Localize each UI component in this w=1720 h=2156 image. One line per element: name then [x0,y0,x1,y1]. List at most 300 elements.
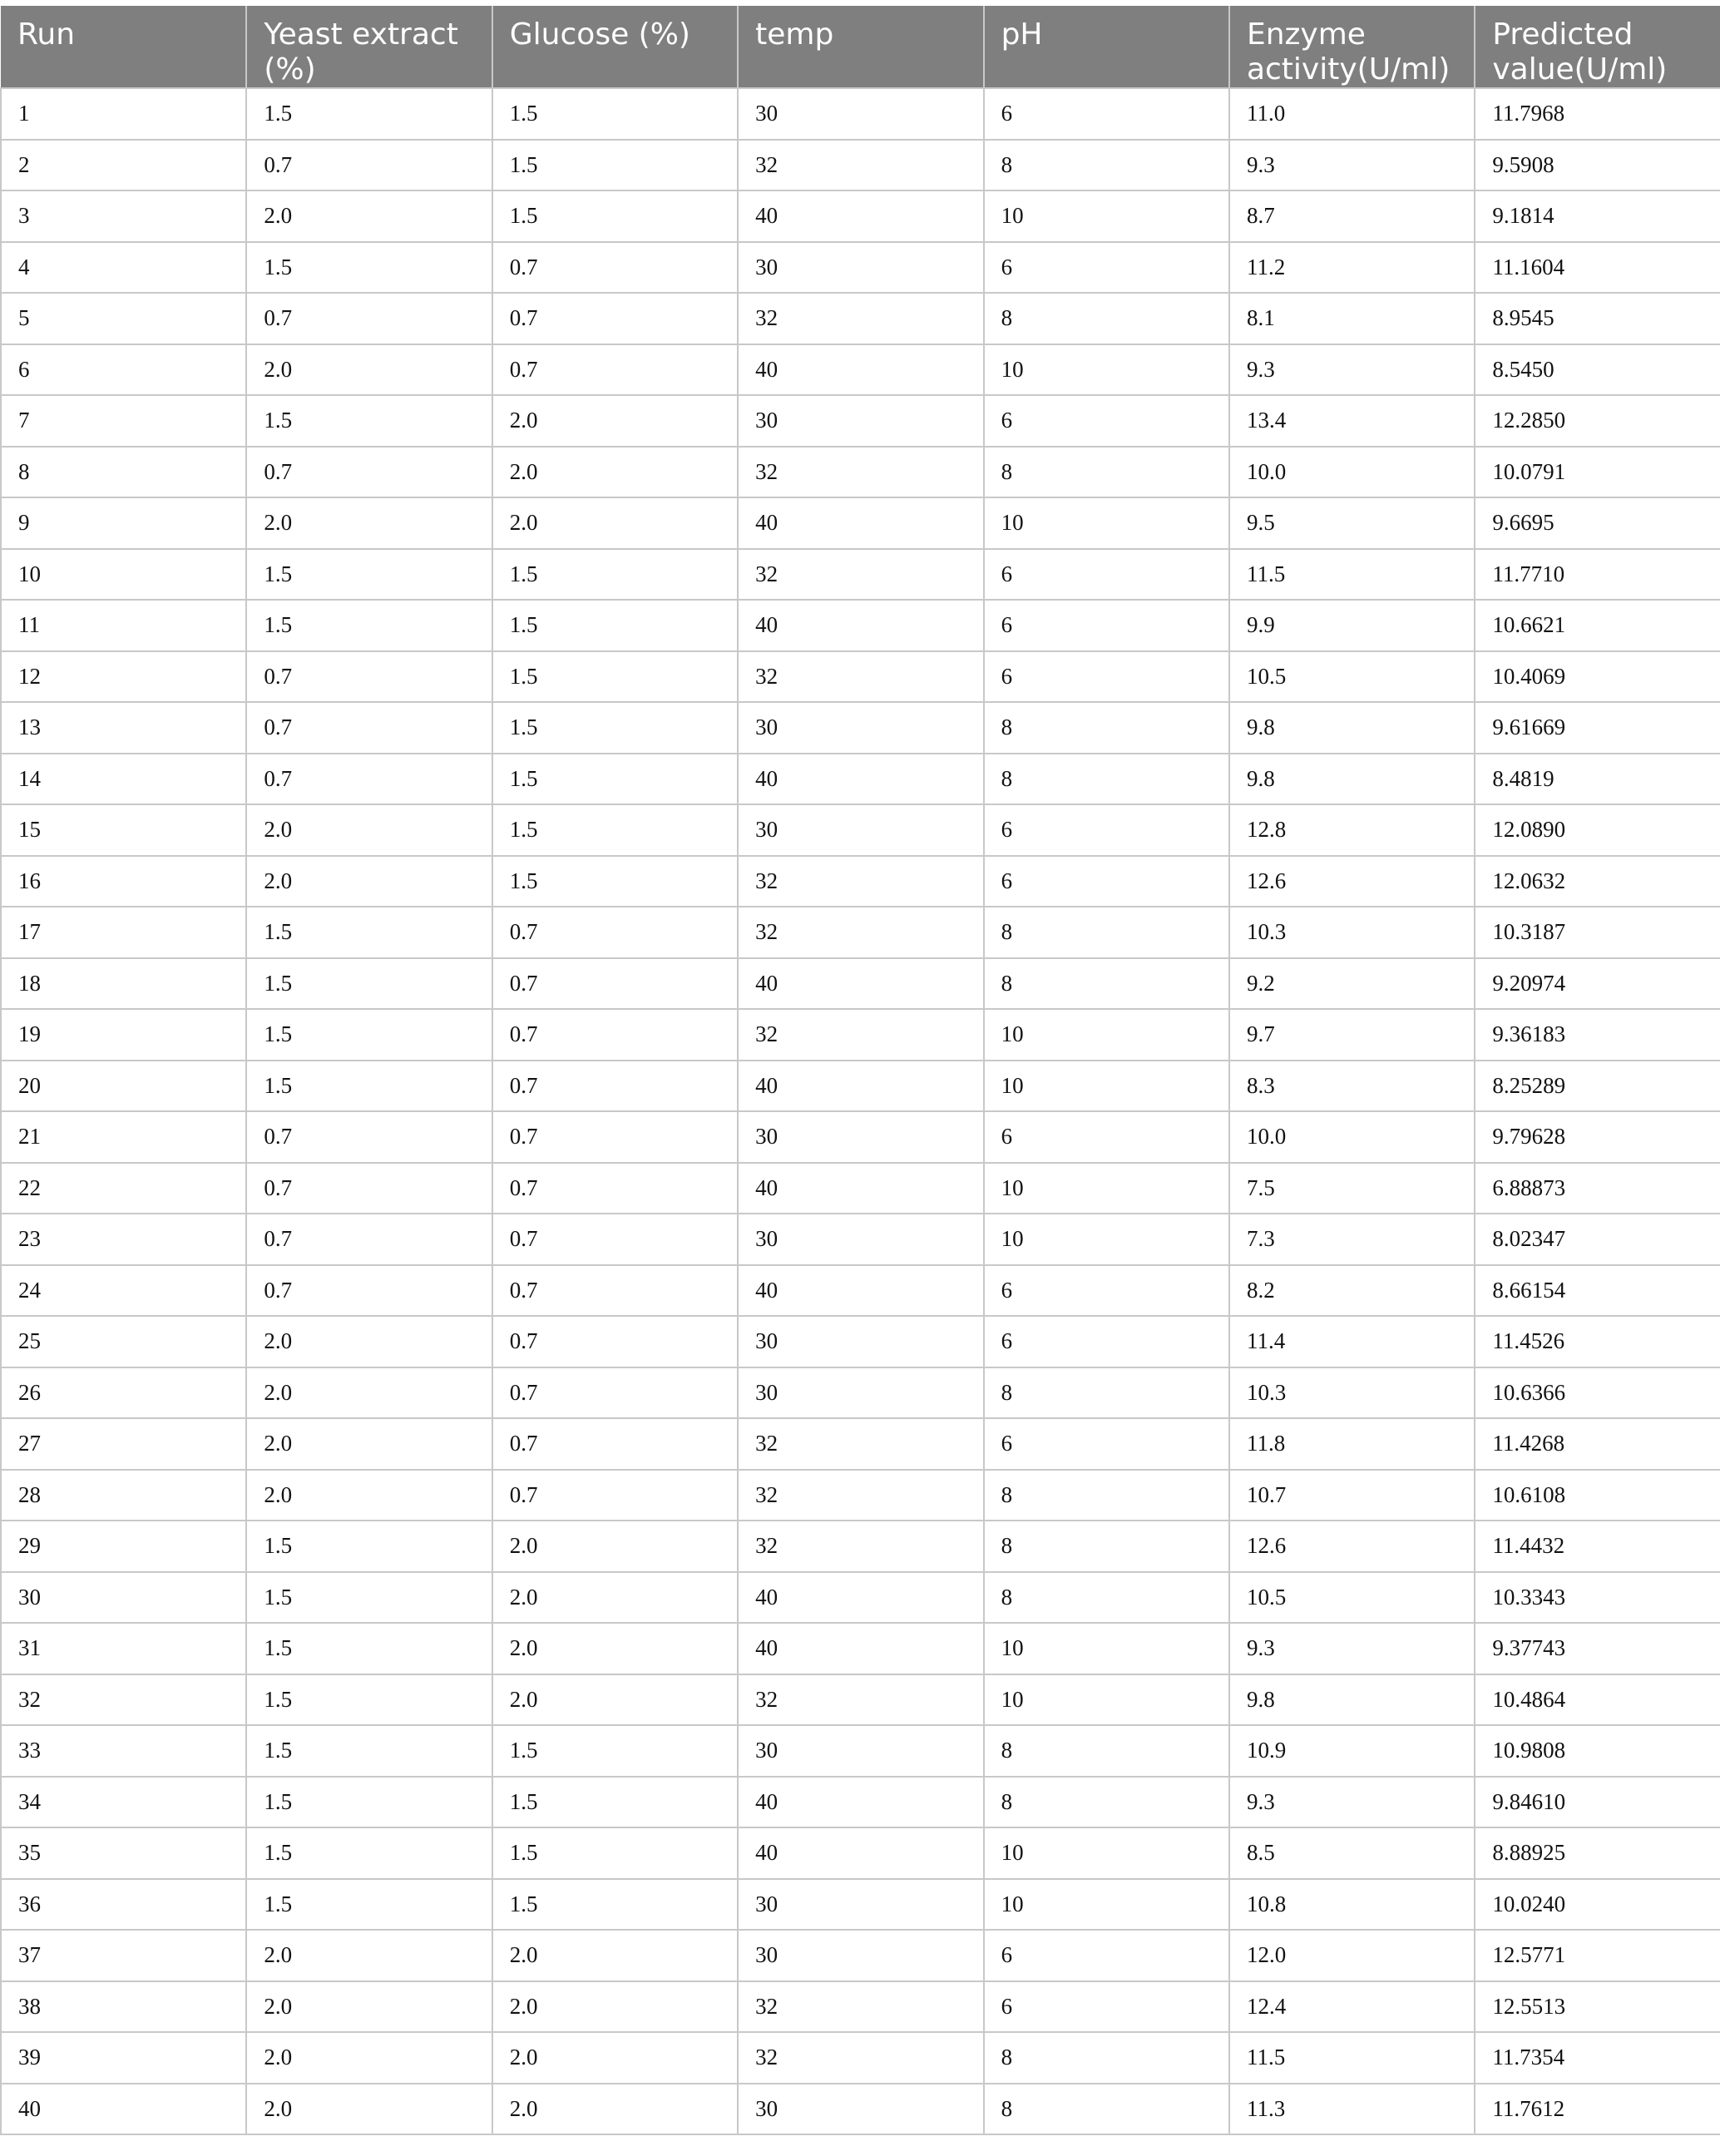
cell-ph: 6 [984,88,1229,140]
cell-predicted-value: 8.25289 [1475,1061,1720,1112]
table-row [1,600,1720,651]
cell-run: 31 [1,1623,246,1674]
cell-glucose: 0.7 [492,293,738,344]
header-glucose: Glucose (%) [492,6,738,88]
cell-temp: 32 [738,907,983,958]
cell-enzyme-activity: 9.3 [1229,1777,1475,1828]
cell-temp: 32 [738,1674,983,1726]
cell-glucose: 1.5 [492,856,738,907]
cell-ph: 10 [984,190,1229,242]
cell-glucose: 1.5 [492,651,738,703]
header-yeast-extract: Yeast extract (%) [246,6,492,88]
cell-temp: 40 [738,1061,983,1112]
cell-enzyme-activity: 10.3 [1229,907,1475,958]
cell-yeast-extract: 0.7 [246,1111,492,1163]
cell-temp: 40 [738,497,983,549]
cell-run: 9 [1,497,246,549]
cell-ph: 10 [984,1827,1229,1879]
cell-temp: 30 [738,2084,983,2135]
data-table [0,6,1720,2135]
cell-enzyme-activity: 12.6 [1229,856,1475,907]
cell-temp: 30 [738,1111,983,1163]
header-enzyme-activity: Enzyme activity(U/ml) [1229,6,1475,88]
cell-ph: 6 [984,1111,1229,1163]
header-ph: pH [984,6,1229,88]
cell-temp: 30 [738,804,983,856]
cell-ph: 8 [984,1572,1229,1624]
cell-ph: 8 [984,2032,1229,2084]
cell-yeast-extract: 0.7 [246,1163,492,1214]
cell-predicted-value: 11.1604 [1475,242,1720,294]
cell-yeast-extract: 1.5 [246,242,492,294]
cell-run: 12 [1,651,246,703]
cell-enzyme-activity: 8.2 [1229,1265,1475,1317]
cell-temp: 32 [738,651,983,703]
cell-predicted-value: 10.3343 [1475,1572,1720,1624]
table-row [1,242,1720,294]
cell-run: 33 [1,1725,246,1777]
cell-run: 24 [1,1265,246,1317]
cell-yeast-extract: 0.7 [246,754,492,805]
cell-glucose: 1.5 [492,804,738,856]
table-row [1,1930,1720,1981]
cell-glucose: 1.5 [492,1827,738,1879]
cell-temp: 40 [738,1623,983,1674]
cell-run: 20 [1,1061,246,1112]
cell-enzyme-activity: 11.4 [1229,1316,1475,1367]
cell-glucose: 2.0 [492,1930,738,1981]
cell-temp: 30 [738,1316,983,1367]
table-row [1,1316,1720,1367]
cell-predicted-value: 9.6695 [1475,497,1720,549]
cell-yeast-extract: 0.7 [246,702,492,754]
cell-temp: 32 [738,856,983,907]
cell-temp: 40 [738,1572,983,1624]
cell-enzyme-activity: 10.0 [1229,447,1475,498]
cell-temp: 30 [738,88,983,140]
cell-ph: 6 [984,1265,1229,1317]
cell-ph: 6 [984,395,1229,447]
cell-predicted-value: 8.88925 [1475,1827,1720,1879]
cell-glucose: 2.0 [492,1623,738,1674]
cell-temp: 30 [738,1367,983,1419]
cell-ph: 10 [984,1623,1229,1674]
cell-run: 8 [1,447,246,498]
cell-run: 10 [1,549,246,601]
cell-run: 21 [1,1111,246,1163]
cell-predicted-value: 9.20974 [1475,958,1720,1010]
cell-yeast-extract: 1.5 [246,1521,492,1572]
cell-yeast-extract: 2.0 [246,497,492,549]
cell-predicted-value: 6.88873 [1475,1163,1720,1214]
cell-run: 7 [1,395,246,447]
cell-run: 17 [1,907,246,958]
cell-glucose: 0.7 [492,1265,738,1317]
cell-glucose: 2.0 [492,497,738,549]
cell-ph: 8 [984,1725,1229,1777]
cell-yeast-extract: 2.0 [246,1470,492,1521]
cell-run: 27 [1,1418,246,1470]
cell-predicted-value: 10.6366 [1475,1367,1720,1419]
table-row [1,1521,1720,1572]
cell-temp: 40 [738,1827,983,1879]
table-row [1,549,1720,601]
cell-temp: 32 [738,2032,983,2084]
cell-enzyme-activity: 10.5 [1229,651,1475,703]
cell-glucose: 0.7 [492,1061,738,1112]
cell-enzyme-activity: 12.8 [1229,804,1475,856]
cell-enzyme-activity: 10.5 [1229,1572,1475,1624]
cell-enzyme-activity: 9.3 [1229,344,1475,396]
cell-yeast-extract: 2.0 [246,344,492,396]
cell-predicted-value: 10.4864 [1475,1674,1720,1726]
cell-yeast-extract: 0.7 [246,293,492,344]
cell-run: 6 [1,344,246,396]
table-row [1,907,1720,958]
cell-ph: 6 [984,1981,1229,2033]
table-row [1,344,1720,396]
cell-ph: 8 [984,1521,1229,1572]
header-predicted-value: Predicted value(U/ml) [1475,6,1720,88]
cell-temp: 32 [738,1418,983,1470]
cell-yeast-extract: 1.5 [246,1777,492,1828]
cell-enzyme-activity: 9.8 [1229,702,1475,754]
cell-enzyme-activity: 9.3 [1229,140,1475,191]
cell-predicted-value: 9.5908 [1475,140,1720,191]
cell-glucose: 2.0 [492,447,738,498]
cell-run: 32 [1,1674,246,1726]
table-row [1,1061,1720,1112]
cell-ph: 8 [984,907,1229,958]
cell-yeast-extract: 1.5 [246,1009,492,1061]
cell-yeast-extract: 2.0 [246,804,492,856]
cell-glucose: 0.7 [492,344,738,396]
cell-glucose: 2.0 [492,1521,738,1572]
cell-predicted-value: 10.9808 [1475,1725,1720,1777]
cell-glucose: 2.0 [492,1674,738,1726]
cell-glucose: 0.7 [492,1470,738,1521]
cell-predicted-value: 8.02347 [1475,1214,1720,1265]
cell-predicted-value: 8.66154 [1475,1265,1720,1317]
cell-glucose: 0.7 [492,242,738,294]
cell-enzyme-activity: 9.7 [1229,1009,1475,1061]
table-row [1,293,1720,344]
table-row [1,1111,1720,1163]
table-row [1,497,1720,549]
cell-glucose: 0.7 [492,1316,738,1367]
table-row [1,958,1720,1010]
cell-enzyme-activity: 9.8 [1229,1674,1475,1726]
cell-predicted-value: 11.7354 [1475,2032,1720,2084]
cell-predicted-value: 8.5450 [1475,344,1720,396]
cell-enzyme-activity: 8.1 [1229,293,1475,344]
cell-predicted-value: 12.2850 [1475,395,1720,447]
cell-yeast-extract: 0.7 [246,447,492,498]
cell-predicted-value: 12.0632 [1475,856,1720,907]
cell-temp: 40 [738,1777,983,1828]
cell-predicted-value: 11.4432 [1475,1521,1720,1572]
cell-ph: 10 [984,1061,1229,1112]
cell-glucose: 1.5 [492,702,738,754]
cell-run: 39 [1,2032,246,2084]
cell-enzyme-activity: 11.3 [1229,2084,1475,2135]
cell-temp: 40 [738,1265,983,1317]
table-row [1,2032,1720,2084]
table-row [1,1418,1720,1470]
cell-run: 11 [1,600,246,651]
cell-yeast-extract: 1.5 [246,1572,492,1624]
table-row [1,190,1720,242]
table-row [1,1879,1720,1931]
cell-glucose: 1.5 [492,1879,738,1931]
cell-enzyme-activity: 11.0 [1229,88,1475,140]
cell-run: 4 [1,242,246,294]
cell-enzyme-activity: 11.8 [1229,1418,1475,1470]
cell-glucose: 1.5 [492,140,738,191]
table-row [1,1367,1720,1419]
cell-glucose: 2.0 [492,1981,738,2033]
cell-temp: 32 [738,447,983,498]
cell-yeast-extract: 2.0 [246,1367,492,1419]
cell-yeast-extract: 1.5 [246,549,492,601]
table-row [1,88,1720,140]
cell-enzyme-activity: 12.6 [1229,1521,1475,1572]
cell-glucose: 0.7 [492,1009,738,1061]
table-row [1,804,1720,856]
cell-yeast-extract: 1.5 [246,600,492,651]
cell-temp: 40 [738,190,983,242]
table-row [1,1009,1720,1061]
cell-temp: 30 [738,1214,983,1265]
cell-temp: 32 [738,140,983,191]
cell-yeast-extract: 1.5 [246,88,492,140]
cell-enzyme-activity: 8.3 [1229,1061,1475,1112]
cell-enzyme-activity: 13.4 [1229,395,1475,447]
cell-run: 25 [1,1316,246,1367]
cell-ph: 8 [984,1470,1229,1521]
cell-glucose: 1.5 [492,1777,738,1828]
cell-glucose: 0.7 [492,1214,738,1265]
cell-ph: 6 [984,651,1229,703]
cell-glucose: 0.7 [492,1367,738,1419]
cell-enzyme-activity: 10.0 [1229,1111,1475,1163]
cell-enzyme-activity: 7.5 [1229,1163,1475,1214]
cell-enzyme-activity: 10.7 [1229,1470,1475,1521]
cell-ph: 8 [984,958,1229,1010]
table-row [1,1725,1720,1777]
cell-run: 34 [1,1777,246,1828]
cell-yeast-extract: 2.0 [246,1981,492,2033]
cell-temp: 30 [738,702,983,754]
cell-glucose: 2.0 [492,2084,738,2135]
cell-ph: 10 [984,497,1229,549]
cell-predicted-value: 12.5513 [1475,1981,1720,2033]
cell-run: 35 [1,1827,246,1879]
cell-enzyme-activity: 9.5 [1229,497,1475,549]
cell-ph: 8 [984,447,1229,498]
cell-run: 36 [1,1879,246,1931]
cell-yeast-extract: 0.7 [246,1265,492,1317]
cell-run: 5 [1,293,246,344]
header-row [1,6,1720,88]
cell-ph: 6 [984,804,1229,856]
cell-glucose: 0.7 [492,1163,738,1214]
cell-predicted-value: 11.7968 [1475,88,1720,140]
cell-predicted-value: 8.9545 [1475,293,1720,344]
cell-yeast-extract: 2.0 [246,1930,492,1981]
cell-ph: 10 [984,1163,1229,1214]
cell-enzyme-activity: 8.7 [1229,190,1475,242]
cell-glucose: 1.5 [492,88,738,140]
cell-ph: 8 [984,1777,1229,1828]
cell-yeast-extract: 1.5 [246,1725,492,1777]
cell-ph: 8 [984,1367,1229,1419]
table-row [1,754,1720,805]
cell-ph: 10 [984,1674,1229,1726]
cell-enzyme-activity: 11.5 [1229,2032,1475,2084]
cell-ph: 6 [984,600,1229,651]
cell-predicted-value: 10.6108 [1475,1470,1720,1521]
cell-run: 1 [1,88,246,140]
cell-ph: 6 [984,856,1229,907]
cell-temp: 32 [738,293,983,344]
table-body [1,88,1720,2134]
cell-run: 22 [1,1163,246,1214]
cell-enzyme-activity: 9.2 [1229,958,1475,1010]
cell-predicted-value: 11.7710 [1475,549,1720,601]
cell-yeast-extract: 1.5 [246,1879,492,1931]
cell-yeast-extract: 1.5 [246,395,492,447]
cell-glucose: 0.7 [492,958,738,1010]
table-row [1,447,1720,498]
cell-enzyme-activity: 8.5 [1229,1827,1475,1879]
cell-run: 13 [1,702,246,754]
cell-ph: 10 [984,1214,1229,1265]
table-row [1,702,1720,754]
cell-ph: 10 [984,1009,1229,1061]
table-row [1,1572,1720,1624]
cell-temp: 32 [738,1981,983,2033]
cell-glucose: 2.0 [492,2032,738,2084]
table-row [1,651,1720,703]
cell-predicted-value: 10.4069 [1475,651,1720,703]
cell-predicted-value: 9.84610 [1475,1777,1720,1828]
table-row [1,2084,1720,2135]
cell-predicted-value: 12.5771 [1475,1930,1720,1981]
cell-run: 26 [1,1367,246,1419]
cell-glucose: 0.7 [492,907,738,958]
table-row [1,1214,1720,1265]
cell-glucose: 2.0 [492,1572,738,1624]
cell-predicted-value: 9.79628 [1475,1111,1720,1163]
cell-ph: 8 [984,140,1229,191]
cell-enzyme-activity: 9.3 [1229,1623,1475,1674]
cell-enzyme-activity: 10.9 [1229,1725,1475,1777]
cell-glucose: 1.5 [492,549,738,601]
cell-predicted-value: 9.36183 [1475,1009,1720,1061]
cell-run: 2 [1,140,246,191]
table-row [1,1470,1720,1521]
cell-yeast-extract: 2.0 [246,2084,492,2135]
cell-yeast-extract: 0.7 [246,651,492,703]
cell-temp: 30 [738,395,983,447]
cell-enzyme-activity: 12.0 [1229,1930,1475,1981]
cell-predicted-value: 9.37743 [1475,1623,1720,1674]
cell-ph: 6 [984,242,1229,294]
cell-predicted-value: 9.61669 [1475,702,1720,754]
cell-glucose: 1.5 [492,754,738,805]
cell-temp: 32 [738,549,983,601]
cell-temp: 32 [738,1470,983,1521]
cell-enzyme-activity: 9.9 [1229,600,1475,651]
table-row [1,1777,1720,1828]
cell-ph: 8 [984,754,1229,805]
cell-ph: 10 [984,344,1229,396]
cell-temp: 30 [738,1930,983,1981]
cell-yeast-extract: 1.5 [246,958,492,1010]
cell-temp: 30 [738,1879,983,1931]
cell-yeast-extract: 2.0 [246,1316,492,1367]
cell-ph: 8 [984,293,1229,344]
cell-run: 3 [1,190,246,242]
table-row [1,1265,1720,1317]
cell-ph: 8 [984,702,1229,754]
cell-temp: 40 [738,600,983,651]
cell-glucose: 0.7 [492,1111,738,1163]
cell-yeast-extract: 1.5 [246,1061,492,1112]
cell-yeast-extract: 2.0 [246,1418,492,1470]
cell-enzyme-activity: 12.4 [1229,1981,1475,2033]
cell-enzyme-activity: 7.3 [1229,1214,1475,1265]
table-row [1,1827,1720,1879]
cell-temp: 30 [738,1725,983,1777]
cell-predicted-value: 10.0791 [1475,447,1720,498]
cell-run: 29 [1,1521,246,1572]
cell-predicted-value: 11.4526 [1475,1316,1720,1367]
cell-ph: 6 [984,1418,1229,1470]
cell-glucose: 0.7 [492,1418,738,1470]
table-header [1,6,1720,88]
cell-predicted-value: 10.3187 [1475,907,1720,958]
cell-predicted-value: 10.0240 [1475,1879,1720,1931]
header-temp: temp [738,6,983,88]
table-row [1,856,1720,907]
cell-yeast-extract: 2.0 [246,856,492,907]
cell-run: 38 [1,1981,246,2033]
cell-temp: 40 [738,958,983,1010]
cell-temp: 30 [738,242,983,294]
cell-run: 19 [1,1009,246,1061]
cell-run: 14 [1,754,246,805]
cell-run: 23 [1,1214,246,1265]
table-row [1,395,1720,447]
table-row [1,1623,1720,1674]
cell-run: 16 [1,856,246,907]
cell-enzyme-activity: 11.5 [1229,549,1475,601]
cell-glucose: 1.5 [492,190,738,242]
table-row [1,1674,1720,1726]
cell-run: 28 [1,1470,246,1521]
cell-yeast-extract: 1.5 [246,1827,492,1879]
cell-run: 40 [1,2084,246,2135]
table-row [1,1981,1720,2033]
cell-yeast-extract: 0.7 [246,140,492,191]
cell-ph: 6 [984,1930,1229,1981]
cell-enzyme-activity: 10.3 [1229,1367,1475,1419]
cell-glucose: 1.5 [492,1725,738,1777]
cell-predicted-value: 11.4268 [1475,1418,1720,1470]
cell-predicted-value: 8.4819 [1475,754,1720,805]
